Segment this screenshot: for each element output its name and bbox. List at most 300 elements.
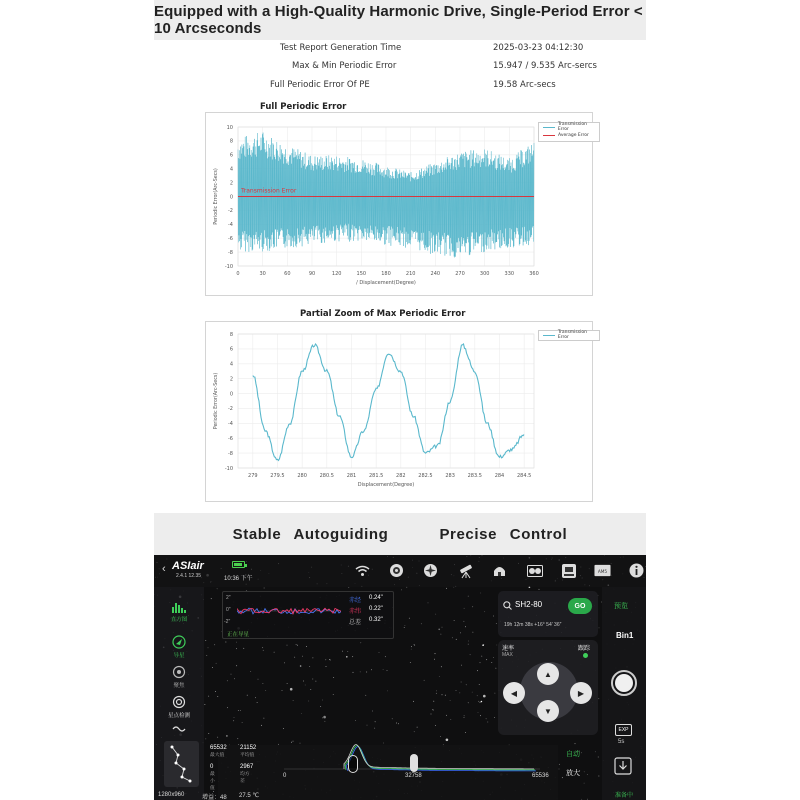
- star: [414, 645, 415, 646]
- star: [411, 646, 412, 647]
- sidebar-item-star-detection[interactable]: [154, 695, 204, 719]
- star: [484, 611, 485, 612]
- chart1-xtick: 30: [259, 271, 266, 277]
- chart1-ytick: 6: [229, 152, 233, 159]
- star: [438, 629, 440, 631]
- star: [442, 627, 443, 628]
- total-label: 总差: [349, 620, 362, 626]
- chart1-title: Full Periodic Error: [260, 102, 347, 112]
- star: [410, 662, 411, 663]
- star: [301, 713, 302, 714]
- track-indicator[interactable]: [583, 653, 588, 658]
- right-capture-panel: [602, 587, 646, 800]
- star: [477, 670, 478, 671]
- star: [234, 717, 235, 718]
- star: [234, 678, 235, 679]
- star: [283, 728, 284, 729]
- report-value-full-pe: 19.58 Arc-secs: [493, 80, 556, 90]
- sidebar-label-guide: 导星: [173, 653, 185, 659]
- star: [464, 621, 465, 622]
- chart2-xtick: 279: [248, 473, 258, 479]
- star: [255, 697, 256, 698]
- stat-min-value: 0: [210, 764, 214, 770]
- star: [310, 689, 311, 690]
- star: [452, 637, 453, 638]
- star: [599, 628, 600, 629]
- chart2-xtick: 282: [396, 473, 406, 479]
- star: [465, 626, 466, 627]
- chart2-ytick: -4: [228, 421, 233, 428]
- stat-max-value: 65532: [210, 745, 227, 751]
- stat-max: [210, 745, 227, 758]
- move-south-button[interactable]: ▼: [537, 700, 559, 722]
- histogram-axis-max: 65536: [532, 773, 549, 779]
- star: [477, 695, 478, 696]
- chart2-xtick: 281: [346, 473, 357, 479]
- test-report: [154, 40, 646, 510]
- dec-label: 赤纬: [349, 609, 362, 615]
- stat-min: [210, 764, 215, 791]
- star: [325, 659, 326, 660]
- star: [313, 658, 314, 659]
- star: [396, 723, 397, 724]
- target-coordinates: 19h 12m 38s +16° 54′ 36″: [504, 622, 562, 628]
- star: [231, 674, 232, 675]
- capture-button[interactable]: [611, 670, 637, 696]
- star: [461, 665, 462, 666]
- star: [478, 701, 479, 702]
- star: [353, 672, 354, 673]
- guider-icon[interactable]: [560, 562, 577, 579]
- star: [243, 648, 244, 649]
- guide-graph-plot: [237, 596, 341, 626]
- battery-level: [234, 563, 242, 566]
- star: [428, 603, 429, 604]
- sidebar-item-more[interactable]: [154, 725, 204, 733]
- star: [208, 733, 209, 734]
- focuser-icon[interactable]: [422, 562, 439, 579]
- chart1-ytick: -2: [228, 208, 233, 215]
- star: [347, 651, 348, 652]
- move-east-button[interactable]: ▶: [570, 682, 592, 704]
- star: [237, 738, 238, 739]
- chart2-ytick: -10: [224, 465, 233, 472]
- star: [559, 769, 560, 770]
- chart1-legend-item: [539, 131, 599, 139]
- star: [375, 721, 376, 722]
- star: [233, 720, 234, 721]
- guide-graph-ylabel-mid: 0": [226, 607, 231, 613]
- star: [409, 618, 410, 619]
- star: [205, 704, 206, 705]
- star: [208, 647, 209, 648]
- star: [227, 707, 228, 708]
- star: [258, 679, 259, 680]
- sidebar-item-focus[interactable]: [154, 665, 204, 689]
- legend-swatch: [543, 135, 555, 136]
- star: [284, 663, 285, 664]
- sidebar-item-guide[interactable]: [154, 635, 204, 659]
- ra-label: 赤经: [349, 598, 362, 604]
- star: [240, 710, 241, 711]
- star: [441, 634, 442, 635]
- star: [387, 691, 388, 692]
- star: [263, 683, 264, 684]
- star: [494, 717, 495, 718]
- focus-icon: [172, 665, 186, 679]
- star: [263, 650, 264, 651]
- chart1-legend: [538, 122, 600, 142]
- chart1-xtick: 360: [529, 271, 539, 277]
- star: [468, 702, 469, 703]
- star: [309, 666, 310, 667]
- chart1-ytick: -10: [224, 263, 233, 270]
- sidebar-item-histogram[interactable]: [154, 601, 204, 623]
- stat-max-label: 最大值: [210, 753, 225, 758]
- star: [480, 662, 481, 663]
- star: [316, 681, 317, 682]
- download-icon[interactable]: [614, 757, 632, 775]
- star: [413, 701, 414, 702]
- star: [371, 669, 372, 670]
- target-name[interactable]: SH2-80: [515, 600, 543, 609]
- chart1-xtick: 150: [356, 271, 367, 277]
- star: [486, 718, 487, 719]
- chart2-xtick: 281.5: [368, 473, 384, 479]
- star: [450, 719, 451, 720]
- histogram-green-channel: [345, 746, 535, 771]
- star: [215, 691, 216, 692]
- star: [411, 649, 412, 650]
- star: [464, 608, 465, 609]
- wave-icon: [172, 725, 186, 733]
- histogram-icon: [171, 601, 187, 613]
- dec-value: 0.22": [369, 606, 383, 612]
- star: [296, 644, 297, 645]
- star: [478, 712, 479, 713]
- star: [432, 709, 433, 710]
- star: [366, 672, 367, 673]
- move-west-button[interactable]: ◀: [503, 682, 525, 704]
- star: [472, 692, 473, 693]
- chart1-annotation: Transmission Error: [241, 187, 297, 195]
- goto-button[interactable]: GO: [568, 598, 592, 614]
- chart2-xtick: 284: [494, 473, 505, 479]
- star: [217, 696, 218, 697]
- star-thumbnail[interactable]: [164, 741, 199, 787]
- star: [303, 681, 304, 682]
- star: [214, 644, 215, 645]
- temperature-readout: 27.5 ℃: [239, 793, 260, 799]
- star: [598, 698, 599, 699]
- rate-label: 速率: [502, 646, 515, 652]
- star: [293, 700, 294, 701]
- star: [599, 776, 600, 777]
- chart1-xtick: 330: [504, 271, 515, 277]
- star: [446, 588, 447, 589]
- star: [481, 701, 483, 703]
- star: [308, 701, 309, 702]
- star: [433, 701, 434, 702]
- stat-std-value: 2967: [240, 764, 254, 770]
- star: [587, 774, 588, 775]
- star: [250, 671, 251, 672]
- star: [383, 669, 384, 670]
- star: [387, 670, 388, 671]
- svg-text:AM5: AM5: [597, 569, 608, 575]
- star: [456, 639, 457, 640]
- zoom-button[interactable]: 放大: [566, 770, 580, 777]
- star: [493, 616, 494, 617]
- legend-label: Transmission Error: [557, 122, 587, 132]
- star: [414, 731, 415, 732]
- star: [442, 694, 443, 695]
- star: [487, 722, 488, 723]
- chart1-ytick: 4: [229, 166, 233, 173]
- star: [205, 739, 206, 740]
- guide-icon: [172, 635, 186, 649]
- chart2-ytick: 8: [229, 331, 233, 338]
- star: [322, 718, 323, 719]
- star: [236, 648, 237, 649]
- filter-icon[interactable]: [526, 562, 543, 579]
- gain-readout: 增益：48: [202, 795, 227, 800]
- info-icon[interactable]: [628, 562, 645, 579]
- sidebar-label-histogram: 直方图: [170, 617, 188, 623]
- legend-swatch: [543, 335, 555, 336]
- star: [468, 641, 469, 642]
- star: [481, 656, 482, 657]
- star: [262, 647, 263, 648]
- preview-mode[interactable]: 预览: [614, 603, 628, 610]
- guide-status: 正在导星: [227, 632, 250, 638]
- chart2-xtick: 280: [297, 473, 307, 479]
- star: [459, 693, 460, 694]
- chart2-ytick: 0: [229, 391, 233, 398]
- star: [217, 588, 218, 589]
- star: [414, 644, 415, 645]
- star: [401, 590, 402, 591]
- star: [329, 659, 330, 660]
- chart2-title: Partial Zoom of Max Periodic Error: [300, 309, 466, 319]
- chart1-xtick: 240: [430, 271, 441, 277]
- star: [300, 665, 302, 667]
- star: [333, 694, 334, 695]
- star: [435, 614, 436, 615]
- star: [575, 743, 576, 744]
- chart2-legend: [538, 330, 600, 341]
- battery-icon: [232, 561, 245, 568]
- histogram-black-point-handle[interactable]: [348, 755, 358, 773]
- sidebar-label-focus: 聚焦: [173, 683, 185, 689]
- star: [421, 623, 422, 624]
- legend-label: Transmission Error: [557, 330, 587, 340]
- star: [464, 715, 465, 716]
- star: [581, 752, 582, 753]
- move-north-button[interactable]: ▲: [537, 663, 559, 685]
- star: [454, 620, 455, 621]
- star: [587, 799, 588, 800]
- chart1-ytick: 0: [229, 194, 233, 201]
- bin-setting[interactable]: Bin1: [616, 631, 634, 640]
- star: [468, 596, 469, 597]
- star: [493, 657, 494, 658]
- chart1-ytick: -6: [228, 236, 233, 242]
- capture-button-inner: [615, 674, 633, 692]
- chart2-legend-item: [539, 331, 599, 339]
- star: [445, 695, 446, 696]
- chart2-xtick: 283: [445, 473, 455, 479]
- mount-icon[interactable]: [594, 562, 611, 579]
- histogram-luma-channel: [344, 745, 534, 770]
- star: [479, 684, 480, 685]
- exposure-button[interactable]: [615, 724, 632, 736]
- star: [473, 632, 474, 633]
- star: [461, 682, 462, 683]
- stat-min-label: 最小值: [210, 772, 215, 791]
- chart1-xtick: 120: [331, 271, 342, 277]
- star: [287, 645, 288, 646]
- star: [242, 722, 243, 723]
- star: [480, 593, 481, 594]
- track-label: 跟踪: [577, 646, 590, 652]
- star: [326, 666, 327, 667]
- total-value: 0.32": [369, 617, 383, 623]
- star: [392, 718, 393, 719]
- star: [439, 676, 440, 677]
- star: [584, 783, 585, 784]
- star: [257, 702, 258, 703]
- star: [434, 659, 435, 660]
- chart2-xtick: 283.5: [467, 473, 482, 479]
- star: [440, 736, 441, 737]
- star: [217, 737, 218, 738]
- chart1-ytick: 2: [229, 180, 233, 187]
- star: [238, 710, 239, 711]
- star: [374, 728, 375, 729]
- chart1-xtick: 180: [381, 271, 391, 277]
- star: [274, 652, 275, 653]
- chart1-xtick: 60: [284, 271, 291, 277]
- chart1-xlabel: / Displacement(Degree): [356, 280, 416, 286]
- telescope-icon[interactable]: [457, 562, 474, 579]
- auto-stretch-button[interactable]: 自动: [566, 751, 580, 758]
- stat-mean-label: 平均值: [240, 753, 255, 758]
- star: [404, 627, 405, 628]
- star: [208, 696, 209, 697]
- stat-std-label: 均方差: [240, 772, 250, 784]
- chart1-ytick: 8: [229, 138, 233, 145]
- full-periodic-error-chart: [206, 113, 592, 295]
- mount-control-pad: [498, 640, 598, 735]
- star: [342, 651, 343, 652]
- stat-mean-value: 21152: [240, 745, 257, 751]
- guide-graph-ylabel-top: 2": [226, 595, 231, 601]
- observatory-icon[interactable]: [491, 562, 508, 579]
- star: [306, 646, 307, 647]
- star: [282, 690, 283, 691]
- star: [346, 656, 348, 658]
- chart1-legend-item: [539, 123, 599, 131]
- chart2-ytick: -8: [228, 450, 233, 457]
- star: [464, 717, 465, 718]
- star: [287, 683, 288, 684]
- star: [320, 706, 321, 707]
- star: [460, 633, 461, 634]
- wifi-icon[interactable]: [354, 562, 371, 579]
- star: [312, 679, 313, 680]
- star: [333, 677, 334, 678]
- star: [261, 725, 262, 726]
- star: [405, 625, 406, 626]
- report-label-maxmin: Max & Min Periodic Error: [292, 61, 397, 71]
- star: [227, 680, 228, 681]
- star: [379, 652, 380, 653]
- chart2-series-transmission-error: [253, 344, 524, 461]
- star: [483, 695, 486, 698]
- chart1-ylabel: Periodic Error(Arc-Secs): [214, 168, 219, 225]
- exposure-label: EXP: [618, 727, 629, 733]
- star: [436, 693, 437, 694]
- star: [465, 732, 466, 733]
- star: [441, 666, 442, 667]
- section2-banner: [154, 513, 646, 555]
- section2-title: Stable Autoguiding Precise Control: [232, 525, 568, 543]
- rate-value[interactable]: MAX: [502, 652, 513, 658]
- star: [290, 688, 293, 691]
- star: [322, 700, 323, 701]
- top-toolbar: [154, 555, 646, 587]
- exposure-value: 5s: [618, 739, 625, 745]
- star: [212, 667, 213, 668]
- asiair-app-screenshot: [154, 555, 646, 800]
- chart1-xtick: 210: [405, 271, 416, 277]
- guide-graph-ylabel-bottom: -2": [224, 619, 231, 625]
- header-banner: [154, 0, 646, 40]
- back-icon[interactable]: ‹: [162, 563, 166, 575]
- star: [211, 598, 212, 599]
- star: [236, 665, 237, 666]
- star: [264, 718, 265, 719]
- histogram-white-point-handle[interactable]: [410, 754, 418, 772]
- star: [216, 663, 217, 664]
- star: [372, 711, 373, 712]
- legend-label: Average Error: [558, 132, 589, 138]
- camera-icon[interactable]: [388, 562, 405, 579]
- star: [559, 764, 560, 765]
- star: [305, 685, 306, 686]
- histogram-axis-mid: 32758: [405, 773, 422, 779]
- star: [264, 588, 265, 589]
- star: [302, 656, 303, 657]
- star: [325, 721, 326, 722]
- star: [247, 695, 248, 696]
- star: [456, 690, 457, 691]
- star: [482, 644, 484, 646]
- report-value-time: 2025-03-23 04:12:30: [493, 43, 584, 53]
- star: [435, 653, 436, 654]
- legend-swatch: [543, 127, 555, 128]
- star: [360, 672, 361, 673]
- star: [468, 644, 469, 645]
- star: [598, 757, 599, 758]
- star: [472, 606, 473, 607]
- star: [435, 725, 436, 726]
- star: [398, 723, 399, 724]
- chart1-xtick: 0: [236, 271, 240, 277]
- star: [491, 662, 492, 663]
- chart2-ytick: 2: [229, 376, 233, 383]
